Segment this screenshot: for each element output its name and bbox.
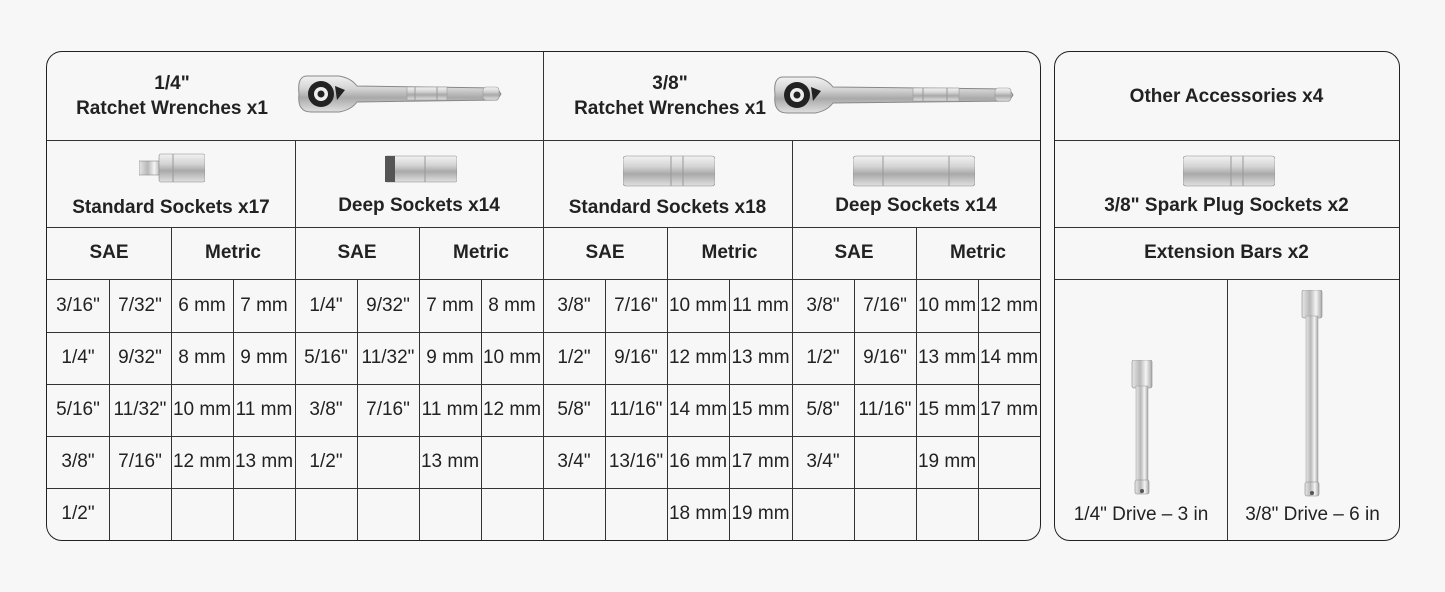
size-cell: 7/32" bbox=[118, 294, 162, 316]
size-cell: 3/4" bbox=[557, 451, 591, 472]
size-cell: 9 mm bbox=[240, 347, 288, 368]
size-cell: 7 mm bbox=[426, 294, 474, 316]
size-cell: 13 mm bbox=[234, 451, 294, 472]
column-header: SAE bbox=[337, 242, 377, 263]
size-cell: 11 mm bbox=[235, 399, 293, 420]
extension-title: Extension Bars x2 bbox=[1144, 242, 1309, 263]
size-cell: 1/2" bbox=[806, 347, 840, 368]
size-cell: 8 mm bbox=[488, 294, 536, 316]
size-cell: 11 mm bbox=[732, 294, 789, 316]
size-cell: 7/16" bbox=[118, 451, 162, 472]
size-cell: 5/16" bbox=[56, 399, 100, 420]
size-cell bbox=[916, 488, 978, 540]
deep-socket-image bbox=[385, 154, 457, 184]
size-cell: 10 mm bbox=[917, 294, 977, 316]
ratchet-label: Ratchet Wrenches x1 bbox=[574, 98, 766, 119]
spark-plug-socket-image bbox=[1183, 154, 1275, 188]
socket-group-label: Standard Sockets x18 bbox=[568, 196, 767, 218]
column-header: SAE bbox=[89, 242, 129, 263]
size-cell: 1/2" bbox=[309, 451, 343, 472]
size-cell: 14 mm bbox=[979, 347, 1039, 368]
column-header: Metric bbox=[701, 242, 758, 263]
size-cell: 1/4" bbox=[309, 294, 343, 316]
size-cell: 17 mm bbox=[731, 451, 790, 472]
sockets-panel bbox=[46, 51, 1041, 541]
size-cell: 12 mm bbox=[668, 347, 728, 368]
size-cell: 3/8" bbox=[61, 451, 95, 472]
ratchet-size: 3/8" bbox=[652, 73, 688, 94]
size-cell bbox=[978, 488, 1040, 540]
size-cell bbox=[419, 488, 481, 540]
size-cell bbox=[605, 488, 667, 540]
size-cell: 9/16" bbox=[863, 347, 907, 368]
size-cell bbox=[543, 488, 605, 540]
column-header: Metric bbox=[205, 242, 261, 263]
size-cell: 12 mm bbox=[482, 399, 542, 420]
size-cell: 18 mm bbox=[668, 503, 728, 524]
size-cell: 15 mm bbox=[731, 399, 790, 420]
size-cell bbox=[792, 488, 854, 540]
size-cell: 11/32" bbox=[113, 399, 167, 420]
size-cell: 1/4" bbox=[61, 347, 95, 368]
size-cell: 13/16" bbox=[608, 451, 664, 472]
size-cell: 17 mm bbox=[979, 399, 1039, 420]
socket-group-label: Standard Sockets x17 bbox=[72, 196, 270, 218]
ratchet-three-eighths-title bbox=[555, 66, 785, 126]
size-cell: 3/4" bbox=[806, 451, 840, 472]
spark-plug-label: 3/8" Spark Plug Sockets x2 bbox=[1104, 194, 1349, 216]
size-cell: 11/16" bbox=[609, 399, 663, 420]
column-header: Metric bbox=[453, 242, 509, 263]
standard-socket-image bbox=[139, 152, 205, 184]
size-cell: 9/32" bbox=[366, 294, 410, 316]
size-cell: 5/8" bbox=[557, 399, 591, 420]
size-cell bbox=[171, 488, 233, 540]
column-header: Metric bbox=[950, 242, 1006, 263]
size-cell: 11/16" bbox=[858, 399, 912, 420]
extension-bar-short-image bbox=[1130, 360, 1154, 500]
ratchet-wrench-image bbox=[773, 73, 1015, 117]
size-cell: 13 mm bbox=[420, 451, 480, 472]
accessories-title: Other Accessories x4 bbox=[1129, 85, 1324, 107]
size-cell: 19 mm bbox=[731, 503, 790, 524]
size-cell: 14 mm bbox=[668, 399, 728, 420]
size-cell: 3/8" bbox=[806, 294, 840, 316]
ratchet-wrench-image bbox=[297, 72, 503, 116]
column-header: SAE bbox=[585, 242, 625, 263]
standard-socket-image bbox=[623, 154, 715, 188]
size-cell: 12 mm bbox=[172, 451, 232, 472]
size-cell bbox=[233, 488, 295, 540]
extension-label: 3/8" Drive – 6 in bbox=[1245, 504, 1380, 525]
deep-socket-image bbox=[853, 154, 975, 188]
extension-label: 1/4" Drive – 3 in bbox=[1073, 504, 1209, 525]
size-cell: 5/8" bbox=[806, 399, 840, 420]
size-cell: 3/16" bbox=[56, 294, 100, 316]
size-cell: 6 mm bbox=[178, 294, 226, 316]
size-cell bbox=[854, 488, 916, 540]
size-cell: 12 mm bbox=[979, 294, 1039, 316]
size-cell: 9 mm bbox=[426, 347, 474, 368]
size-cell bbox=[978, 436, 1040, 488]
size-cell: 15 mm bbox=[917, 399, 977, 420]
size-cell: 1/2" bbox=[61, 503, 95, 524]
size-cell: 11/32" bbox=[361, 347, 415, 368]
size-cell: 11 mm bbox=[421, 399, 479, 420]
size-cell: 7 mm bbox=[240, 294, 288, 316]
size-cell: 9/16" bbox=[614, 347, 658, 368]
size-cell: 8 mm bbox=[178, 347, 226, 368]
size-cell: 7/16" bbox=[366, 399, 410, 420]
size-cell: 7/16" bbox=[863, 294, 907, 316]
size-cell: 7/16" bbox=[614, 294, 658, 316]
size-cell: 5/16" bbox=[304, 347, 348, 368]
column-header: SAE bbox=[834, 242, 874, 263]
size-cell: 10 mm bbox=[172, 399, 232, 420]
size-cell: 19 mm bbox=[917, 451, 977, 472]
divider bbox=[1055, 140, 1399, 141]
size-cell: 10 mm bbox=[482, 347, 542, 368]
socket-group-label: Deep Sockets x14 bbox=[835, 194, 997, 216]
size-cell: 9/32" bbox=[118, 347, 162, 368]
extension-bar-long-image bbox=[1300, 290, 1324, 500]
size-cell: 3/8" bbox=[309, 399, 343, 420]
accessories-panel bbox=[1054, 51, 1400, 541]
socket-group-label: Deep Sockets x14 bbox=[338, 194, 500, 216]
size-cell bbox=[109, 488, 171, 540]
ratchet-quarter-title bbox=[57, 66, 287, 126]
size-cell bbox=[357, 436, 419, 488]
size-cell: 16 mm bbox=[668, 451, 728, 472]
ratchet-size: 1/4" bbox=[154, 73, 190, 94]
size-cell bbox=[295, 488, 357, 540]
size-cell bbox=[357, 488, 419, 540]
size-cell: 10 mm bbox=[668, 294, 728, 316]
size-cell: 13 mm bbox=[917, 347, 977, 368]
size-cell bbox=[481, 488, 543, 540]
size-cell bbox=[854, 436, 916, 488]
size-cell: 13 mm bbox=[731, 347, 790, 368]
ratchet-label: Ratchet Wrenches x1 bbox=[76, 98, 268, 119]
size-cell: 1/2" bbox=[557, 347, 591, 368]
size-cell bbox=[481, 436, 543, 488]
size-cell: 3/8" bbox=[557, 294, 591, 316]
